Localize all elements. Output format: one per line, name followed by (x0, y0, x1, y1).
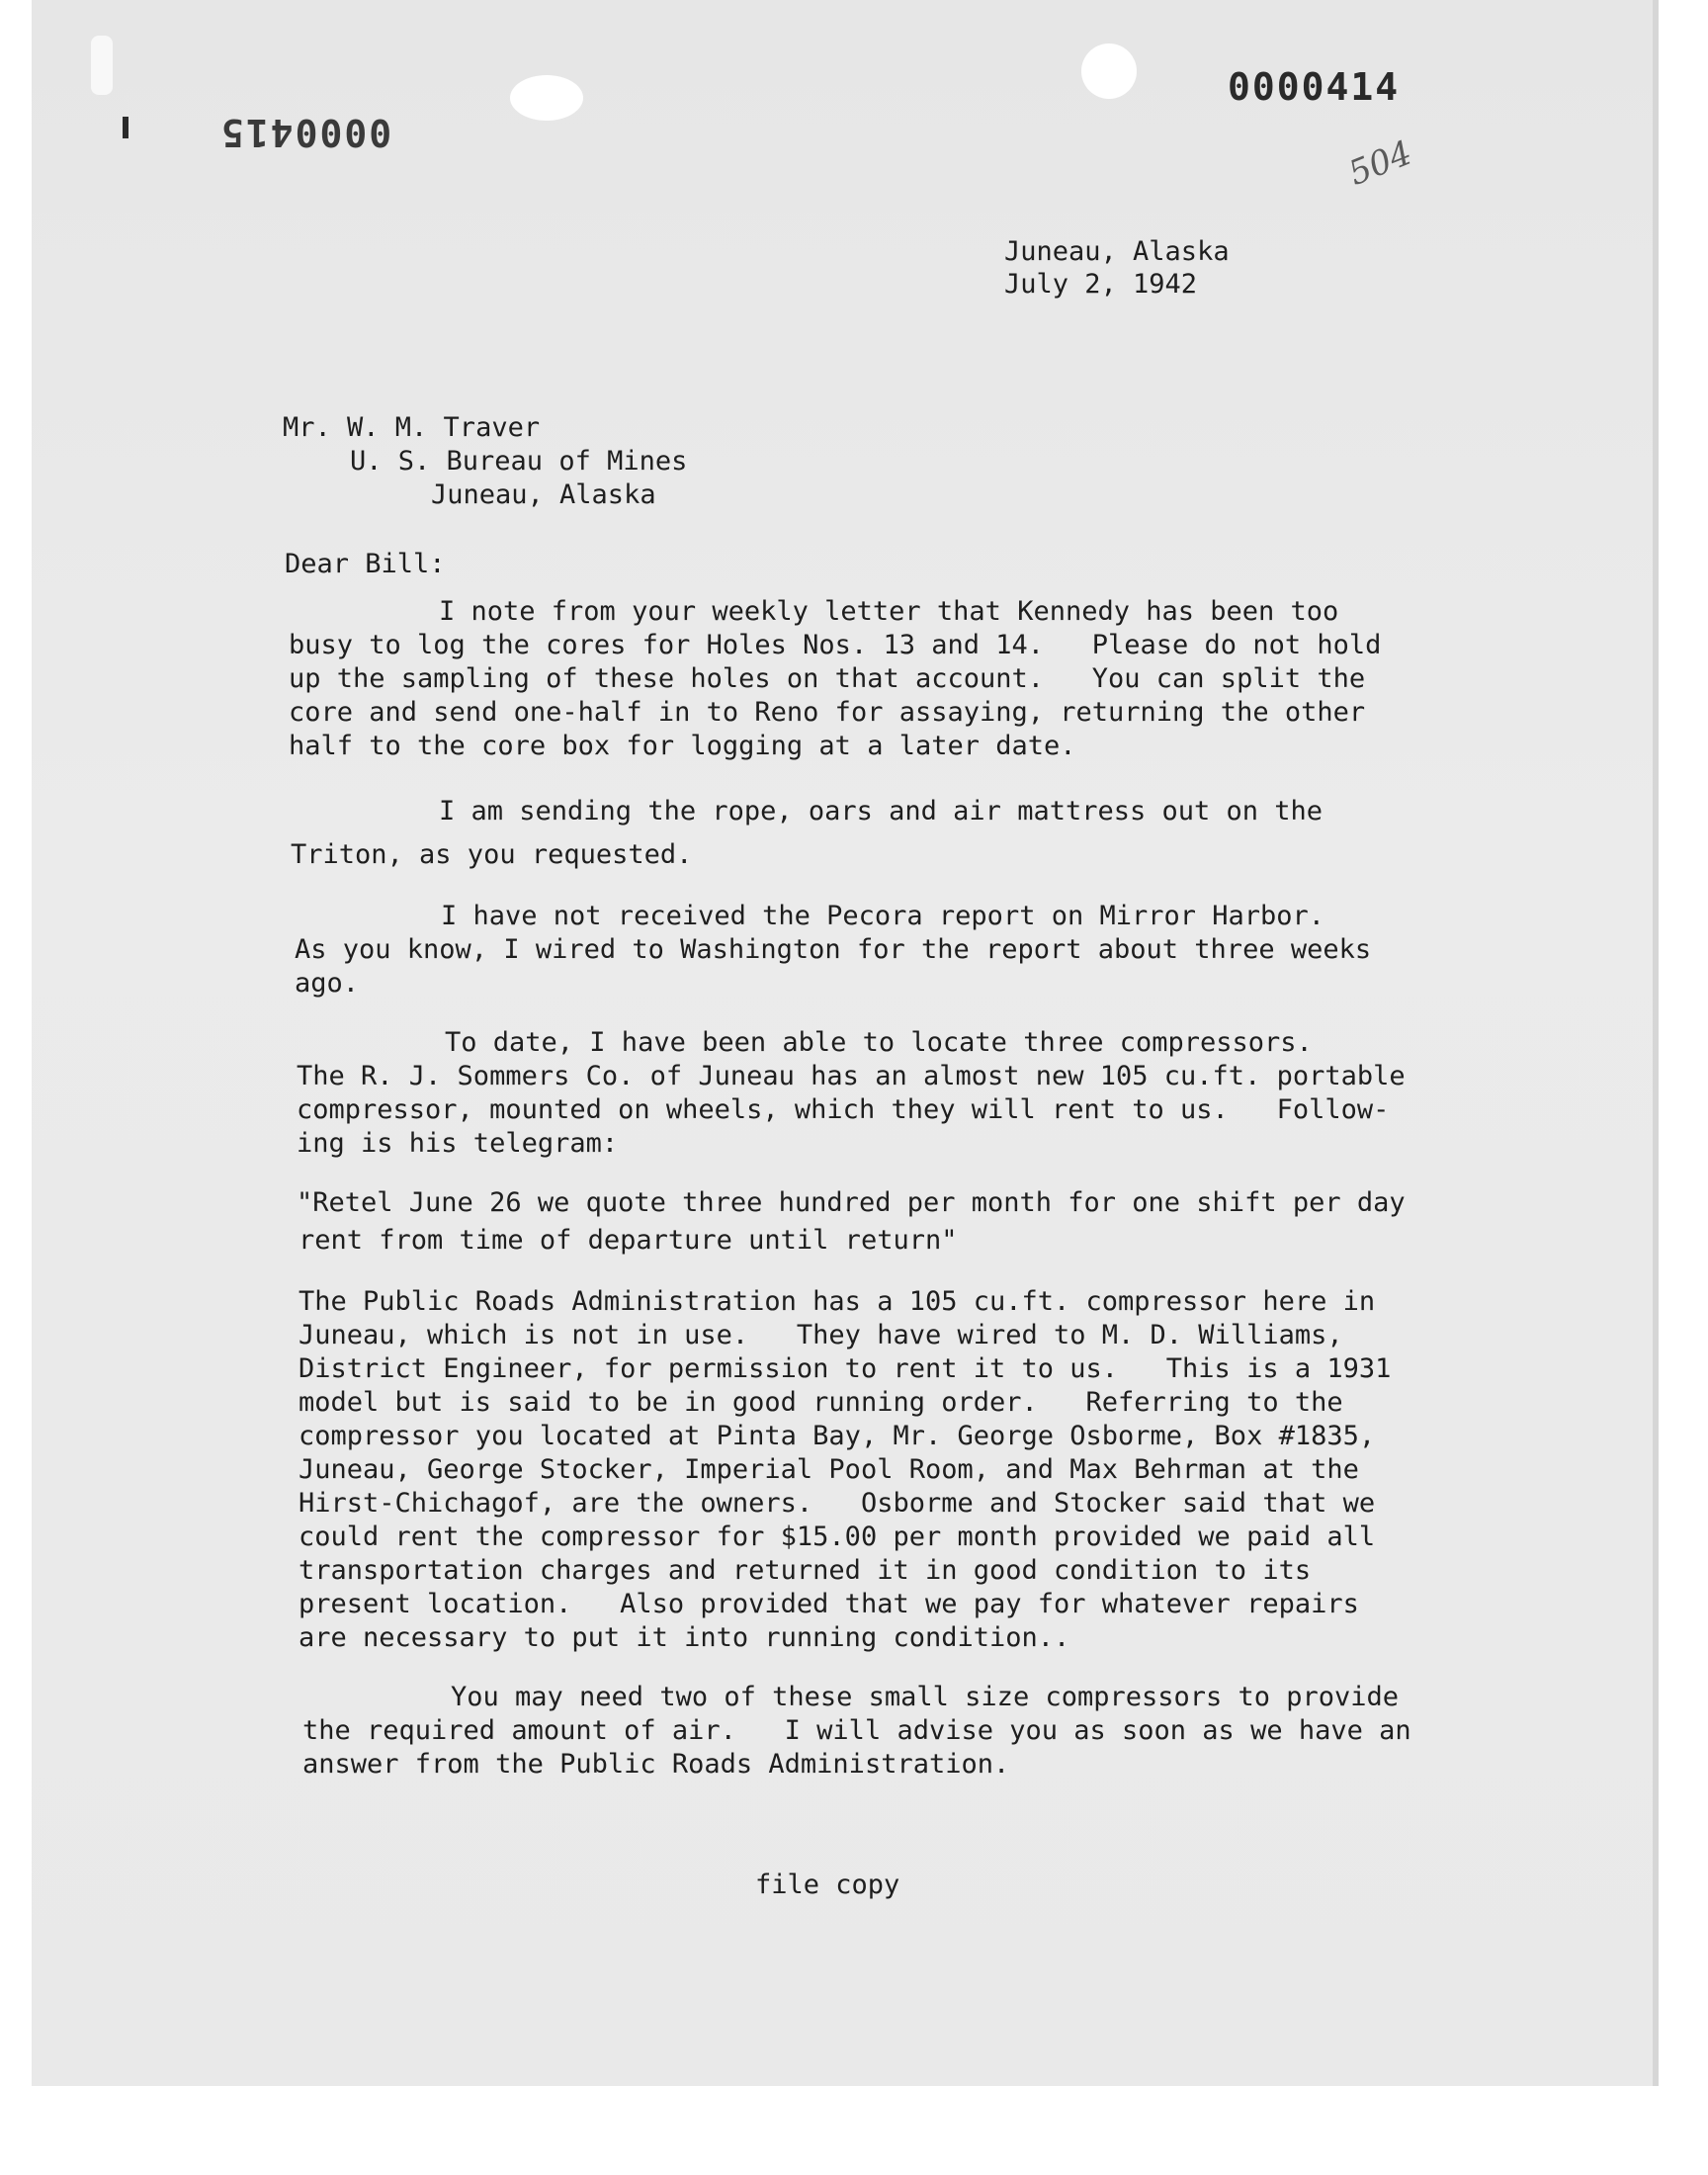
para5-line: Juneau, George Stocker, Imperial Pool Room, and Max Behrman at the (299, 1454, 1359, 1485)
para5-line: compressor you located at Pinta Bay, Mr. George Osborme, Box #1835, (299, 1421, 1376, 1451)
para3-line: As you know, I wired to Washington for the report about three weeks (295, 934, 1372, 965)
para1-line: core and send one-half in to Reno for assaying, returning the other (289, 697, 1366, 728)
recipient-name: Mr. W. M. Traver (283, 412, 541, 443)
letter-date: July 2, 1942 (1004, 269, 1198, 300)
punch-hole-edge (91, 36, 113, 95)
file-copy-note: file copy (755, 1870, 900, 1900)
para1-line: up the sampling of these holes on that account. You can split the (289, 663, 1366, 694)
recipient-city: Juneau, Alaska (431, 479, 656, 510)
edge-mark (123, 117, 128, 138)
telegram-line: rent from time of departure until return" (299, 1225, 958, 1256)
document-number-stamp-mirrored: 0000415 (219, 111, 392, 154)
para5-line: Hirst-Chichagof, are the owners. Osborme and Stocker said that we (299, 1488, 1376, 1519)
para1-line: half to the core box for logging at a later date. (289, 731, 1076, 761)
para6-line: the required amount of air. I will advise you as soon as we have an (302, 1715, 1411, 1746)
para5-line: Juneau, which is not in use. They have wired to M. D. Williams, (299, 1320, 1343, 1350)
para5-line: are necessary to put it into running condition.. (299, 1622, 1070, 1653)
para5-line: model but is said to be in good running order. Referring to the (299, 1387, 1343, 1418)
para4-line: To date, I have been able to locate three compressors. (445, 1027, 1313, 1058)
salutation: Dear Bill: (285, 549, 446, 579)
handwritten-number: 504 (1343, 132, 1418, 194)
para2-line: Triton, as you requested. (291, 839, 693, 870)
para1-line: busy to log the cores for Holes Nos. 13 and 14. Please do not hold (289, 630, 1382, 660)
para4-line: compressor, mounted on wheels, which they will rent to us. Follow- (297, 1094, 1390, 1125)
para5-line: present location. Also provided that we pay for whatever repairs (299, 1589, 1359, 1619)
para5-line: District Engineer, for permission to rent it to us. This is a 1931 (299, 1353, 1392, 1384)
para2-line: I am sending the rope, oars and air mattress out on the (439, 796, 1324, 826)
document-number-stamp: 0000414 (1228, 65, 1401, 109)
para3-line: I have not received the Pecora report on Mirror Harbor. (441, 901, 1325, 931)
telegram-line: "Retel June 26 we quote three hundred per month for one shift per day (297, 1187, 1406, 1218)
punch-hole-right (1081, 44, 1137, 99)
letter-place: Juneau, Alaska (1004, 236, 1230, 267)
para1-line: I note from your weekly letter that Kennedy has been too (439, 596, 1339, 627)
para4-line: The R. J. Sommers Co. of Juneau has an almost new 105 cu.ft. portable (297, 1061, 1406, 1091)
para3-line: ago. (295, 968, 360, 999)
para5-line: transportation charges and returned it in good condition to its (299, 1555, 1312, 1586)
para5-line: could rent the compressor for $15.00 per month provided we paid all (299, 1522, 1376, 1552)
para6-line: answer from the Public Roads Administration. (302, 1749, 1010, 1780)
recipient-org: U. S. Bureau of Mines (350, 446, 688, 477)
scan-edge (1653, 0, 1659, 2086)
para5-line: The Public Roads Administration has a 105 cu.ft. compressor here in (299, 1286, 1376, 1317)
para6-line: You may need two of these small size compressors to provide (451, 1682, 1400, 1712)
punch-hole-left (510, 75, 583, 121)
para4-line: ing is his telegram: (297, 1128, 619, 1159)
